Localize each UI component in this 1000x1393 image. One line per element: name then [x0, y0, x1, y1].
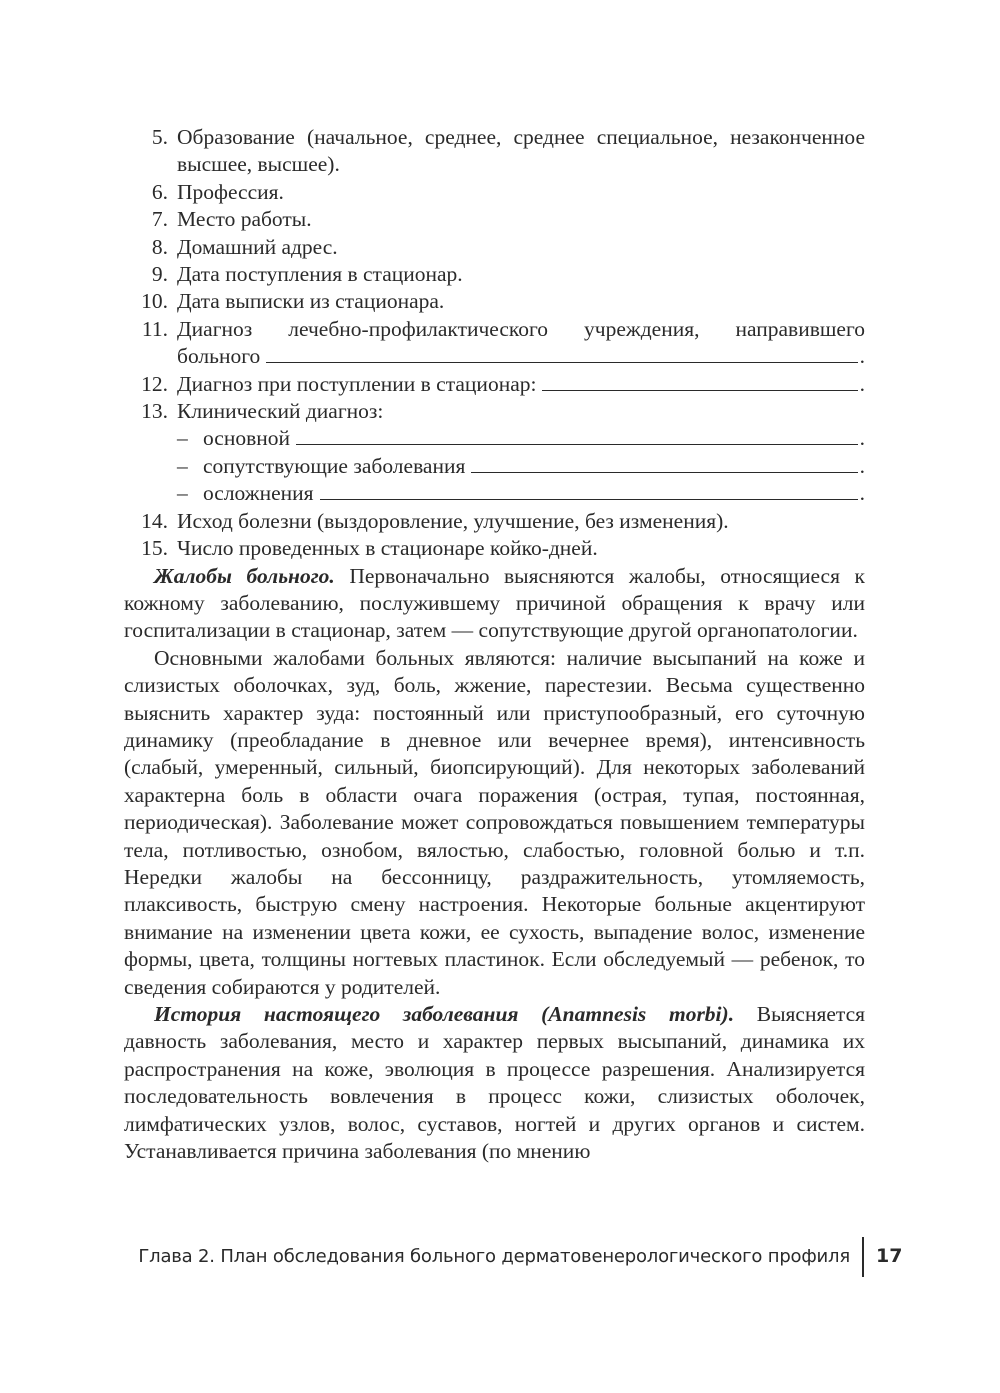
list-item-text: Число проведенных в стационаре койко-дней.	[177, 536, 598, 561]
chapter-title: Глава 2. План обследования больного дерматовенерологического профиля	[138, 1246, 850, 1267]
line-end-period: .	[859, 426, 865, 451]
line-end-period: .	[859, 344, 865, 369]
complaints-paragraph	[124, 563, 865, 645]
list-item-number: 6.	[151, 179, 168, 204]
list-item-continuation: больного	[177, 344, 261, 369]
dash-marker: –	[177, 426, 188, 451]
list-item	[124, 261, 865, 288]
page-content	[124, 124, 865, 1165]
dash-marker: –	[177, 453, 188, 478]
subitem-label: сопутствующие заболевания	[203, 453, 466, 478]
list-item-number: 13.	[141, 399, 168, 424]
list-item	[124, 398, 865, 425]
list-item	[124, 371, 865, 398]
dash-marker: –	[177, 481, 188, 506]
line-end-period: .	[859, 481, 865, 506]
main-complaints-paragraph: Основными жалобами больных являются: наличие высыпаний на коже и слизистых оболочках, зуд, боль, жжение, парестезии. Весьма существенно выяснить характер зуда: постоянный или приступообразный, его суточную динамику (преобладание в дневное или вечернее время), интенсивность (слабый, умеренный, сильный, биопсирующий). Для некоторых заболеваний характерна боль в области очага поражения (острая, тупая, постоянная, периодическая). Заболевание может сопровождаться повышением температуры тела, потливостью, ознобом, вялостью, слабостью, головной болью и т.п. Нередки жалобы на бессонницу, раздражительность, утомляемость, плаксивость, быструю смену настроения. Некоторые больные акцентируют внимание на изменении цвета кожи, ее сухость, выпадение волос, изменение формы, цвета, толщины ногтевых пластинок. Если обследуемый — ребенок, то сведения собираются у родителей.	[124, 645, 865, 999]
list-item	[124, 179, 865, 206]
line-end-period: .	[859, 453, 865, 478]
list-item-text: Исход болезни (выздоровление, улучшение, без изменения).	[177, 508, 729, 533]
diagnosis-subitem	[124, 480, 865, 507]
page-number: 17	[876, 1245, 903, 1267]
history-paragraph	[124, 1001, 865, 1165]
fill-in-line	[177, 343, 865, 370]
list-item-text: Клинический диагноз:	[177, 399, 384, 424]
list-item-text: Домашний адрес.	[177, 234, 338, 259]
list-item	[124, 316, 865, 371]
list-item-text: Диагноз при поступлении в стационар:	[177, 371, 537, 396]
list-item-number: 11.	[141, 316, 168, 341]
list-item-text: Дата поступления в стационар.	[177, 262, 463, 287]
history-text: Выясняется давность заболевания, место и характер первых высыпаний, динамика их распространения на коже, эволюция в процессе разрешения. Анализируется последовательность вовлечения в процесс кожи, слизистых оболочек, лимфатических узлов, волос, суставов, ногтей и других органов и систем. Устанавливается причина заболевания (по мнению	[124, 1002, 865, 1164]
list-item-text: Диагноз лечебно-профилактического учреждения, направившего	[177, 316, 865, 341]
list-item-number: 12.	[141, 371, 168, 396]
list-item	[124, 508, 865, 535]
blank-line	[471, 454, 857, 473]
list-item-text: Дата выписки из стационара.	[177, 289, 445, 314]
blank-line	[542, 372, 857, 391]
list-item	[124, 124, 865, 179]
fill-in-line	[177, 371, 865, 398]
list-item-text: Профессия.	[177, 179, 284, 204]
diagnosis-subitem	[124, 425, 865, 452]
footer-divider	[862, 1237, 864, 1277]
list-item-number: 14.	[141, 508, 168, 533]
list-item-body	[177, 316, 865, 371]
blank-line	[320, 481, 858, 500]
diagnosis-subitem	[124, 453, 865, 480]
list-item-number: 7.	[151, 207, 168, 232]
subitem-label: основной	[203, 426, 290, 451]
complaints-text: Первоначально выясняются жалобы, относящиеся к кожному заболеванию, послужившему причиной обращения к врачу или госпитализации в стационар, затем — сопутствующие другой органопатологии.	[124, 563, 865, 643]
list-item	[124, 288, 865, 315]
running-footer	[0, 1237, 1000, 1277]
list-item	[124, 535, 865, 562]
history-heading: История настоящего заболевания (Anamnesis morbi).	[154, 1002, 735, 1026]
list-item-text: Место работы.	[177, 207, 312, 232]
blank-line	[296, 426, 858, 445]
complaints-heading: Жалобы больного.	[154, 563, 335, 588]
line-end-period: .	[859, 371, 865, 396]
list-item	[124, 206, 865, 233]
list-item-number: 8.	[151, 234, 168, 259]
list-item	[124, 234, 865, 261]
list-item-text: Образование (начальное, среднее, среднее специальное, незаконченное высшее, высшее).	[177, 125, 865, 177]
blank-line	[266, 344, 857, 363]
list-item-number: 5.	[151, 125, 168, 149]
list-item-number: 15.	[141, 536, 168, 561]
list-item-number: 9.	[151, 262, 168, 287]
list-item-number: 10.	[141, 289, 168, 314]
subitem-label: осложнения	[203, 481, 314, 506]
